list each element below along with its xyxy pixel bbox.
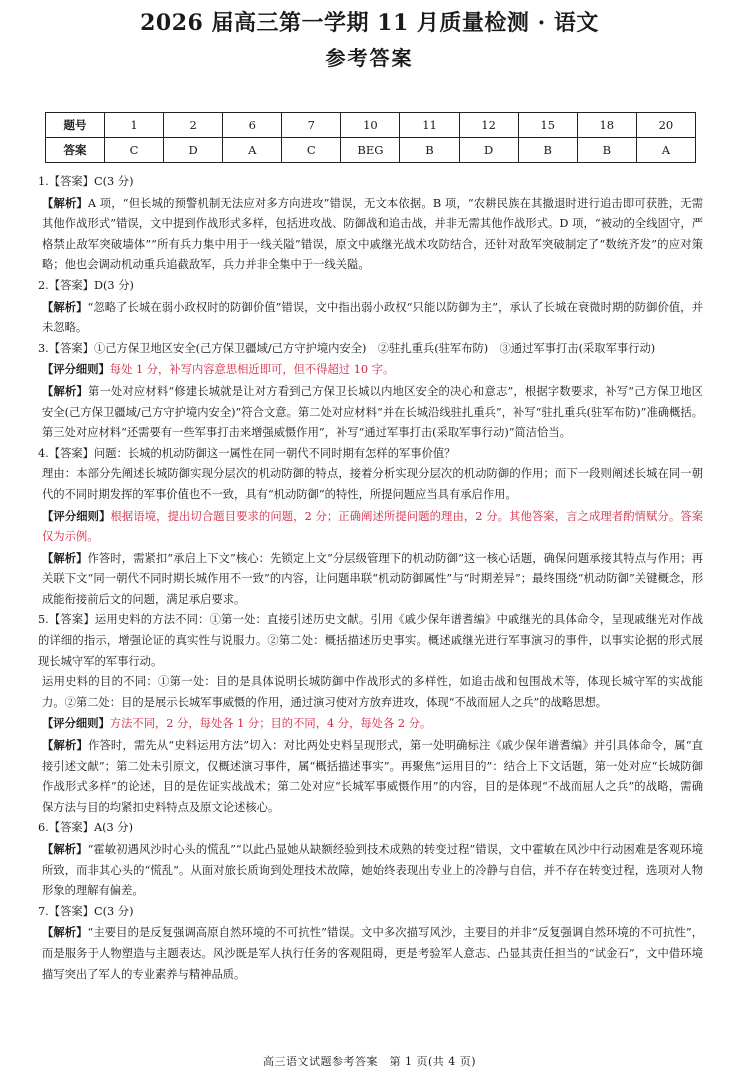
page-subtitle: 参考答案 — [325, 46, 414, 70]
rule-text: 每处 1 分，补写内容意思相近即可，但不得超过 10 字。 — [109, 363, 395, 377]
analysis-text: “霍敏初遇风沙时心头的慌乱”“以此凸显她从缺额经验到技术成熟的转变过程”错误，文中霍敏在风沙中行动困难是客观环境所致，而非其心头的“慌乱”。从面对旅长质询到处理技术故障，她始终表现出专业上的冷静与自信，并不存在转变过程，选项对人物形象的理解有偏差。 — [42, 843, 703, 898]
question-number: 12 — [459, 113, 518, 138]
row-label-number: 题号 — [46, 113, 105, 138]
analysis-tag: 【解析】 — [42, 925, 88, 940]
q2-answer: 2.【答案】D(3 分) — [38, 278, 134, 292]
analysis-tag: 【解析】 — [42, 738, 88, 753]
rule-tag: 【评分细则】 — [42, 716, 110, 731]
q7-answer: 7.【答案】C(3 分) — [38, 904, 134, 918]
answer-cell: C — [105, 138, 164, 163]
answer-cell: A — [223, 138, 282, 163]
answer-table-answer-row — [46, 138, 696, 163]
analysis-text: “忽略了长城在弱小政权时的防御价值”错误，文中指出弱小政权“只能以防御为主”，承认了长城在衰微时期的防御价值，并未忽略。 — [42, 300, 703, 335]
analysis-tag: 【解析】 — [42, 299, 88, 314]
answer-cell: BEG — [341, 138, 400, 163]
q5-analysis — [38, 735, 703, 818]
analysis-tag: 【解析】 — [42, 195, 88, 210]
question-number: 15 — [518, 113, 577, 138]
q7-analysis — [38, 922, 703, 985]
q4-analysis — [38, 548, 703, 611]
analysis-text: “主要目的是反复强调高原自然环境的不可抗性”错误。文中多次描写风沙，主要目的并非“反复强调自然环境的不可抗性”，而是服务于人物塑造与主题表达。风沙既是军人执行任务的客观阻碍，更是考验军人意志、凸显其责任担当的“试金石”，文中借环境描写突出了军人的专业素养与精神品质。 — [42, 926, 703, 981]
question-number: 7 — [282, 113, 341, 138]
q4-answer: 4.【答案】问题：长城的机动防御这一属性在同一朝代不同时期有怎样的军事价值？ — [38, 446, 456, 460]
question-number: 18 — [577, 113, 636, 138]
q3-analysis — [38, 381, 703, 444]
answer-cell: C — [282, 138, 341, 163]
question-number: 1 — [105, 113, 164, 138]
analysis-tag: 【解析】 — [42, 842, 88, 856]
page-footer: 高三语文试题参考答案 第 1 页(共 4 页) — [262, 1055, 477, 1068]
answer-cell: B — [577, 138, 636, 163]
answer-cell: D — [164, 138, 223, 163]
analysis-text: 第一处对应材料“修建长城就是让对方看到己方保卫长城以内地区安全的决心和意志”，根据字数要求，补写“己方保卫地区安全(己方保卫疆域/己方守护境内安全)”符合文意。第二处对应材料“并在长城沿线驻扎重兵”，补写“驻扎重兵(驻军布防)”准确概括。第三处对应材料“还需要有一些军事打击来增强威慑作用”，补写“通过军事打击(采取军事行动)”简洁恰当。 — [42, 384, 703, 440]
analysis-text: 作答时，需紧扣“承启上下文”核心：先锁定上文“分层级管理下的机动防御”这一核心话题，确保问题承接其特点与作用；再关联下文“同一朝代不同时期长城作用不一致”的内容，让问题串联“机动防御属性”与“时期差异”；最终围绕“机动防御”关键概念，形成能衔接前后文的问题，满足承启要求。 — [42, 551, 703, 606]
question-number: 2 — [164, 113, 223, 138]
answer-cell: A — [636, 138, 695, 163]
q3-rule — [38, 359, 703, 381]
analysis-text: A 项，“但长城的预警机制无法应对多方向进攻”错误，无文本依据。B 项，“农耕民族在其撤退时进行追击即可获胜，无需其他作战形式”错误，文中提到作战形式多样，包括进攻战、防御战和追击战，并非无需其他作战形式。D 项，“被动的全线固守，严格禁止敌军突破墙体”“所有兵力集中用于一线关隘”错误，原文中戚继光战术攻防结合，还针对敌军突破制定了“数统齐发”的应对策略；他也会调动机动重兵追截敌军，兵力并非全集中于一线关隘。 — [42, 196, 703, 272]
q5-purpose: 运用史料的目的不同：①第一处：目的是具体说明长城防御中作战形式的多样性，如追击战和包围战术等，体现长城守军的实战能力。②第二处：目的是展示长城军事威慑的作用，通过演习使对方放弃进攻，体现“不战而屈人之兵”的战略思想。 — [42, 675, 703, 709]
rule-tag: 【评分细则】 — [42, 362, 110, 377]
analysis-text: 作答时，需先从“史料运用方法”切入：对比两处史料呈现形式，第一处明确标注《戚少保年谱耆编》并引具体命令，属“直接引述文献”；第二处未引原文，仅概述演习事件，属“概括描述事实”。再聚焦“运用目的”：结合上下文话题，第一处对应“长城防御作战形式多样”的论述，目的是佐证实战战术；第二处对应“长城军事威慑作用”的内容，目的是体现“不战而屈人之兵”的战略，需确保方法与目的均紧扣史料特点及原文论述核心。 — [42, 739, 703, 814]
page-title: 2026 届高三第一学期 11 月质量检测 · 语文 — [140, 10, 599, 36]
q4-reason: 理由：本部分先阐述长城防御实现分层次的机动防御的特点，接着分析实现分层次的机动防御的作用；而下一段则阐述长城在同一朝代的不同时期发挥的军事价值也不一致，具有“机动防御”的特性，所提问题应当具有承启作用。 — [42, 467, 703, 501]
answer-table-number-row — [46, 113, 696, 138]
q4-rule — [38, 506, 703, 548]
rule-text: 根据语境，提出切合题目要求的问题，2 分；正确阐述所提问题的理由，2 分。其他答案，言之成理者酌情赋分。答案仅为示例。 — [42, 509, 703, 544]
q5-rule — [38, 713, 703, 735]
rule-text: 方法不同，2 分，每处各 1 分；目的不同，4 分，每处各 2 分。 — [109, 717, 432, 731]
q5-answer: 5.【答案】运用史料的方法不同：①第一处：直接引述历史文献。引用《戚少保年谱耆编》中戚继光的具体命令，呈现戚继光对作战的详细的指示，增强论证的真实性与说服力。②第二处：概括描述历史事实。概述戚继光进行军事演习的事件，以事实论据的形式展现长城守军的军事行动。 — [38, 613, 703, 668]
question-number: 10 — [341, 113, 400, 138]
answer-cell: B — [518, 138, 577, 163]
answer-cell: B — [400, 138, 459, 163]
analysis-tag: 【解析】 — [42, 550, 88, 565]
answer-cell: D — [459, 138, 518, 163]
q6-analysis — [38, 839, 703, 902]
analysis-tag: 【解析】 — [42, 383, 88, 398]
q3-answer: 3.【答案】①己方保卫地区安全(己方保卫疆域/己方守护境内安全) ②驻扎重兵(驻军布防) ③通过军事打击(采取军事行动) — [38, 341, 656, 355]
answer-body — [38, 172, 703, 985]
q1-answer: 1.【答案】C(3 分) — [38, 175, 134, 188]
q2-analysis — [38, 297, 703, 339]
q1-analysis — [38, 193, 703, 276]
question-number: 11 — [400, 113, 459, 138]
q6-answer: 6.【答案】A(3 分) — [38, 821, 134, 835]
row-label-answer: 答案 — [46, 138, 105, 163]
question-number: 20 — [636, 113, 695, 138]
answer-table — [45, 112, 696, 163]
question-number: 6 — [223, 113, 282, 138]
rule-tag: 【评分细则】 — [42, 508, 111, 523]
